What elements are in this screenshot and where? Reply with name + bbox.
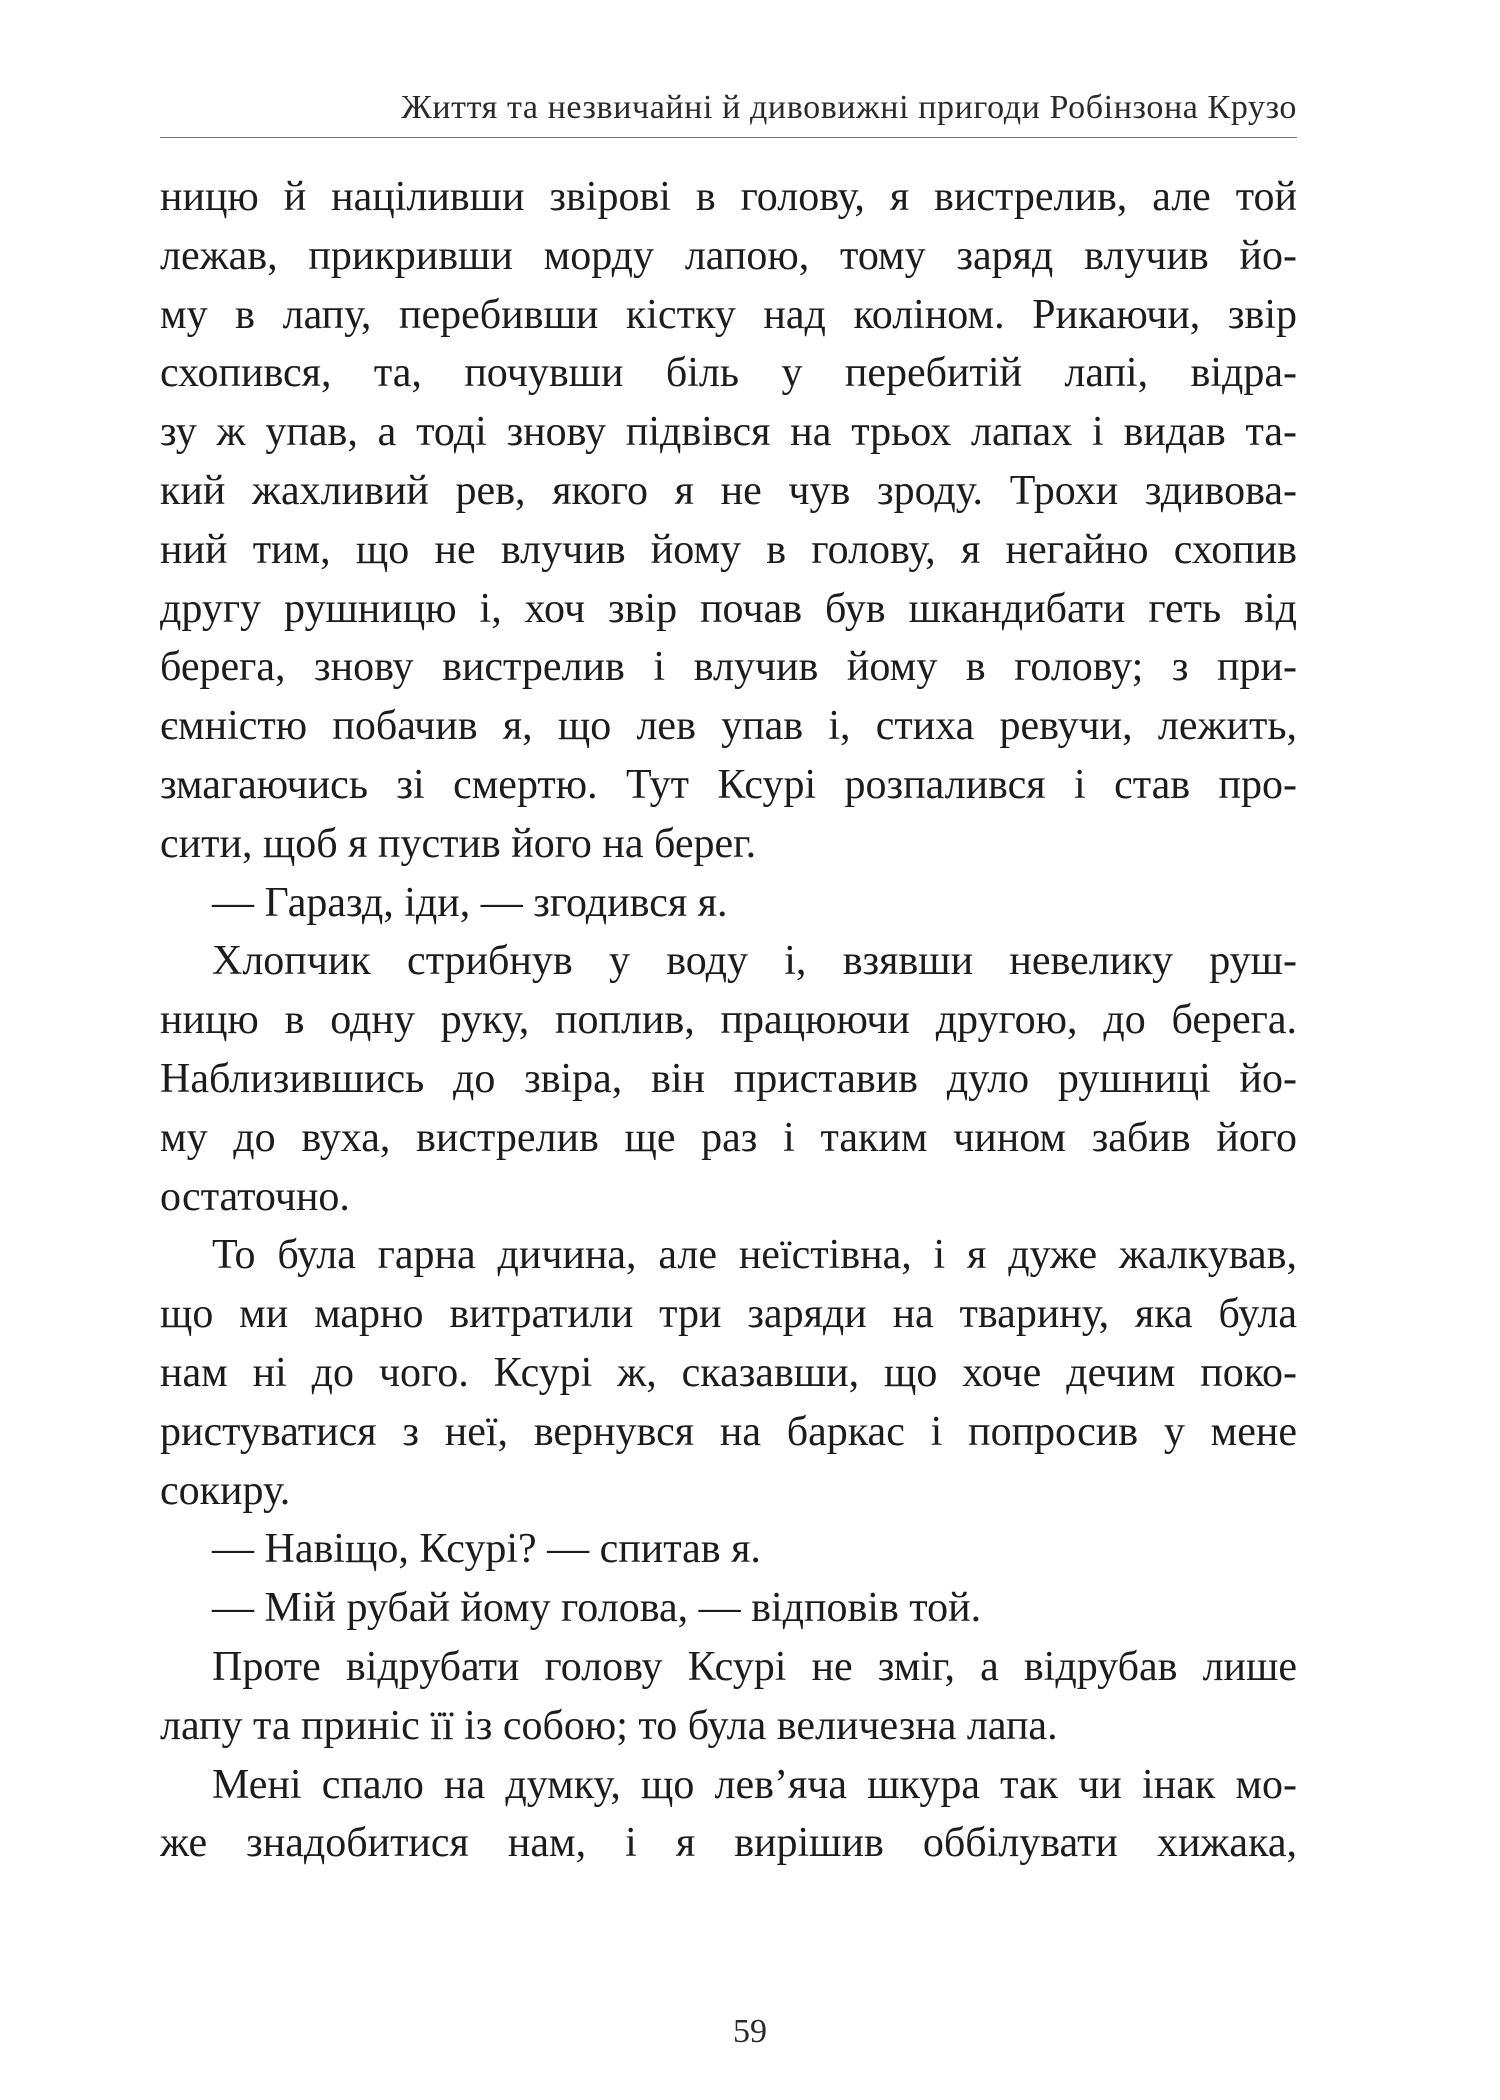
text-line: берега, знову вистрелив і влучив йому в голову; з при-	[160, 644, 1297, 691]
running-header-title: Життя та незвичайні й дивовижні пригоди Робінзона Крузо	[401, 89, 1297, 126]
text-line: же знадобитися нам, і я вирішив оббілувати хижака,	[160, 1820, 1297, 1867]
text-line: остаточно.	[160, 1173, 350, 1220]
text-line: кий жахливий рев, якого я не чув зроду. Трохи здивова-	[160, 467, 1297, 514]
paragraph-first-line: Хлопчик стрибнув у воду і, взявши невелику руш-	[212, 938, 1297, 985]
text-line: ний тим, що не влучив йому в голову, я негайно схопив	[160, 526, 1297, 573]
text-line: ємністю побачив я, що лев упав і, стиха ревучи, лежить,	[160, 703, 1297, 750]
text-line: сокиру.	[160, 1467, 291, 1514]
paragraph-first-line: Мені спало на думку, що лев’яча шкура так чи інак мо-	[212, 1761, 1297, 1808]
text-line: ницю в одну руку, поплив, працюючи другою, до берега.	[160, 997, 1297, 1044]
text-line: схопився, та, почувши біль у перебитій лапі, відра-	[160, 350, 1297, 397]
text-line: му до вуха, вистрелив ще раз і таким чином забив його	[160, 1114, 1297, 1161]
header-divider	[160, 137, 1297, 138]
text-line: змагаючись зі смертю. Тут Ксурі розпалився і став про-	[160, 761, 1297, 808]
text-line: зу ж упав, а тоді знову підвівся на трьох лапах і видав та-	[160, 409, 1297, 456]
text-line: Наблизившись до звіра, він приставив дуло рушниці йо-	[160, 1055, 1297, 1102]
text-line: сити, щоб я пустив його на берег.	[160, 820, 757, 867]
text-line: що ми марно витратили три заряди на тварину, яка була	[160, 1291, 1297, 1338]
text-line: лежав, прикривши морду лапою, тому заряд влучив йо-	[160, 232, 1297, 279]
dialogue-line: — Гаразд, іди, — згодився я.	[212, 879, 728, 926]
text-line: лапу та приніс її із собою; то була величезна лапа.	[160, 1702, 1058, 1749]
text-line: другу рушницю і, хоч звір почав був шкандибати геть від	[160, 585, 1297, 632]
body-text	[160, 168, 1297, 1873]
text-line: ницю й націливши звірові в голову, я вистрелив, але той	[160, 174, 1297, 220]
paragraph-first-line: То була гарна дичина, але неїстівна, і я дуже жалкував,	[212, 1232, 1297, 1279]
text-line: ристуватися з неї, вернувся на баркас і попросив у мене	[160, 1408, 1297, 1455]
text-line: му в лапу, перебивши кістку над коліном. Рикаючи, звір	[160, 291, 1297, 338]
paragraph-first-line: Проте відрубати голову Ксурі не зміг, а відрубав лише	[212, 1643, 1297, 1690]
text-line: нам ні до чого. Ксурі ж, сказавши, що хоче дечим поко-	[160, 1349, 1297, 1396]
dialogue-line: — Мій рубай йому голова, — відповів той.	[212, 1585, 982, 1632]
page-number: 59	[733, 2013, 767, 2050]
dialogue-line: — Навіщо, Ксурі? — спитав я.	[212, 1526, 761, 1573]
